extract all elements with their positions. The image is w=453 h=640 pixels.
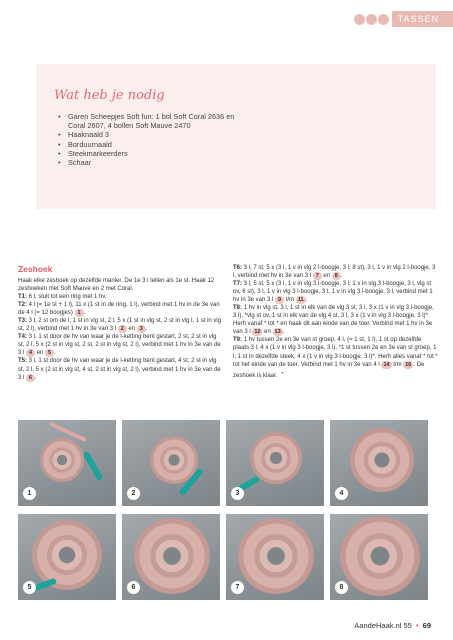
photo-ref-badge: 1 [75,309,84,317]
round-text: 3 l, 5 st, 5 x (3 l, 1 v in vlg 3 l-boogje, 3 l, 1 v in vlg 3 l-boogje, 3 l, vlg st ov, 6 st), 3 l, 1 v in vlg 3 l-boogje, 3 l, 1 v in vlg 3 l-boogje, 3 l, verbind met 1 hv in 3e van 3 l [233,281,433,304]
round-mid: t/m [393,361,402,368]
round-text: 1 hv in vlg st, 3 l, 1 st in elk van de vlg 3 st, 3 l, 3 x (1 v in vlg 3 l-boogje, 3 l), *vlg st ov, 1 st in elk van de vlg 4 st, 3 l, 3 x (1 v in vlg 3 l-boogje, 3 l)*. Herh vanaf * tot * en haak dit aan einde van de toer. Verbind met 1 hv in 3e van 3 l [233,305,434,336]
footer-bullet: • [415,621,419,630]
step-photo [122,514,220,600]
round-mid: en [323,273,331,280]
materials-title: Wat heb je nodig [54,88,165,103]
photo-ref-badge: 2 [118,325,127,333]
round-7 [233,280,438,304]
round-end: . [305,297,308,304]
photo-number: 6 [127,581,140,594]
crochet-piece [350,428,414,492]
materials-item: • Borduurnaald [58,140,248,149]
header-dot [366,14,377,25]
round-text: 6 l, sluit tot een ring met 1 hv. [28,294,107,301]
round-6 [233,264,438,280]
header-dot [354,14,365,25]
round-label: T4: [18,334,27,341]
round-end: . [83,310,86,317]
round-label: T2: [18,302,27,309]
round-1 [18,293,223,301]
photo-number: 2 [127,487,140,500]
crochet-piece [238,518,314,594]
continue-mark: » [281,369,284,375]
header-dot [378,14,389,25]
step-photo [18,514,116,600]
photo-number: 8 [335,581,348,594]
round-8 [233,304,438,336]
round-3 [18,317,223,333]
round-end: . De zeshoek is klaar. [233,361,425,379]
round-mid: en [128,326,136,333]
step-photo [330,514,428,600]
round-label: T6: [233,265,242,271]
round-text: 4 l (= 1e st + 1 l), 11 x (1 st in de ring, 1 l), verbind met 1 hv in de 3e van de 4 l (= 12 boogjes) [18,302,220,317]
intro-text: Haak elke zeshoek op dezelfde manier. De 1e 3 l tellen als 1e st. Haak 12 zeshoeken met Soft Mauve en 2 met Coral. [18,278,215,293]
round-label: T1: [18,294,27,301]
photo-ref-badge: 5 [45,349,54,357]
intro-paragraph [18,277,223,293]
round-label: T8: [233,305,242,312]
photo-ref-badge: 8 [332,272,341,280]
round-mid: en [264,329,271,336]
round-end: . [282,329,285,336]
round-5 [18,357,223,381]
header-dots [354,14,389,25]
round-end: . [35,374,37,381]
photo-ref-badge: 9 [275,296,284,304]
photo-number: 7 [231,581,244,594]
step-photo [226,514,324,600]
materials-item: • Schaar [58,158,248,167]
photo-ref-badge: 11 [297,297,304,304]
materials-item: • Steekmarkeerders [58,149,248,158]
photo-ref-badge: 4 [26,349,35,357]
round-text: 3 l, 1 st door de hv van waar je de l-ketting bent gestart, 4 st, 2 st in vlg st, 2 l, 5 x (2 st in vlg st, 4 st, 2 st in vlg st, 2 l), verbind met 1 hv in 3e van de 3 l [18,358,221,381]
photo-number: 3 [231,487,244,500]
crochet-piece [40,438,84,482]
materials-item: • Haaknaald 3 [58,130,248,139]
round-end: . [340,273,343,280]
round-label: T9: [233,337,242,344]
instructions-left-column [18,264,223,382]
section-label: TASSEN [392,11,453,27]
section-heading: Zeshoek [18,264,53,274]
round-text: 3 l, 7 st, 5 x (3 l, 1 v in vlg 2 l-boogje, 3 l, 8 st), 3 l, 1 v in vlg 2 l-boogje, 3 l, verbind met hv in 3e van 3 l [233,265,436,280]
step-photo [330,420,428,506]
materials-box [36,64,436,209]
crochet-piece [340,516,420,596]
round-9 [233,336,438,379]
round-label: T3: [18,318,27,325]
page-footer [354,621,431,630]
step-photo [18,420,116,506]
photo-ref-badge: 14 [383,361,390,368]
photo-number: 4 [335,487,348,500]
footer-site: AandeHaak.nl 55 [354,621,412,630]
photo-ref-badge: 7 [313,272,322,280]
instructions-right-column [233,264,438,380]
round-text: 3 l, 1 st door de hv van waar je de l-ketting bent gestart, 2 st, 2 st in vlg st, 2 l, 5 x (2 st in vlg st, 2 st, 2 st in vlg st, 2 l), verbind met 1 hv in 3e van de 3 l [18,334,221,357]
page-number: 69 [422,621,431,630]
crochet-piece [134,518,210,594]
round-text: 1 hv tussen 2e en 3e van st groep, 4 l, (= 1 st, 1 l), 1 st op dezelfde plaats 3 l, 4 x (1 v in vlg 3 l-boogje, 3 l), *1 st tussen 2e en 3e van st groep, 1 l, 1 st in dezelfde steek, 4 x (1 v in vlg 3 l-boogje, 3 l)*. Herh alles vanaf * tot * tot het einde van de toer. Verbind met 1 hv in 3e van 4 l [233,337,438,368]
round-label: T5: [18,358,27,365]
step-photo-grid [18,420,430,600]
photo-number: 5 [23,581,36,594]
round-4 [18,333,223,357]
materials-item: • Garen Scheepjes Soft fun: 1 bol Soft Coral 2636 en Coral 2607, 4 bollen Soft Mauve 2470 [58,112,248,130]
step-photo [226,420,324,506]
round-text: 3 l, 2 st om de l, 1 st in vlg st, 2 l, 5 x (1 st in vlg st, 2 st in vlg l, 1 st in vlg st, 2 l), verbind met 1 hv in 3e van 3 l [18,318,222,333]
section-header [354,10,453,28]
round-label: T7: [233,281,242,288]
photo-number: 1 [23,487,36,500]
photo-ref-badge: 12 [254,329,261,336]
round-end: . [54,350,56,357]
crochet-piece [32,520,102,590]
materials-list [58,112,248,167]
photo-ref-badge: 6 [26,374,35,382]
photo-ref-badge: 3 [137,325,146,333]
step-photo [122,420,220,506]
round-mid: en [36,350,44,357]
photo-ref-badge: 16 [405,361,412,368]
photo-ref-badge: 13 [274,329,281,336]
round-mid: t/m [285,297,295,304]
round-2 [18,301,223,317]
round-end: . [145,326,148,333]
